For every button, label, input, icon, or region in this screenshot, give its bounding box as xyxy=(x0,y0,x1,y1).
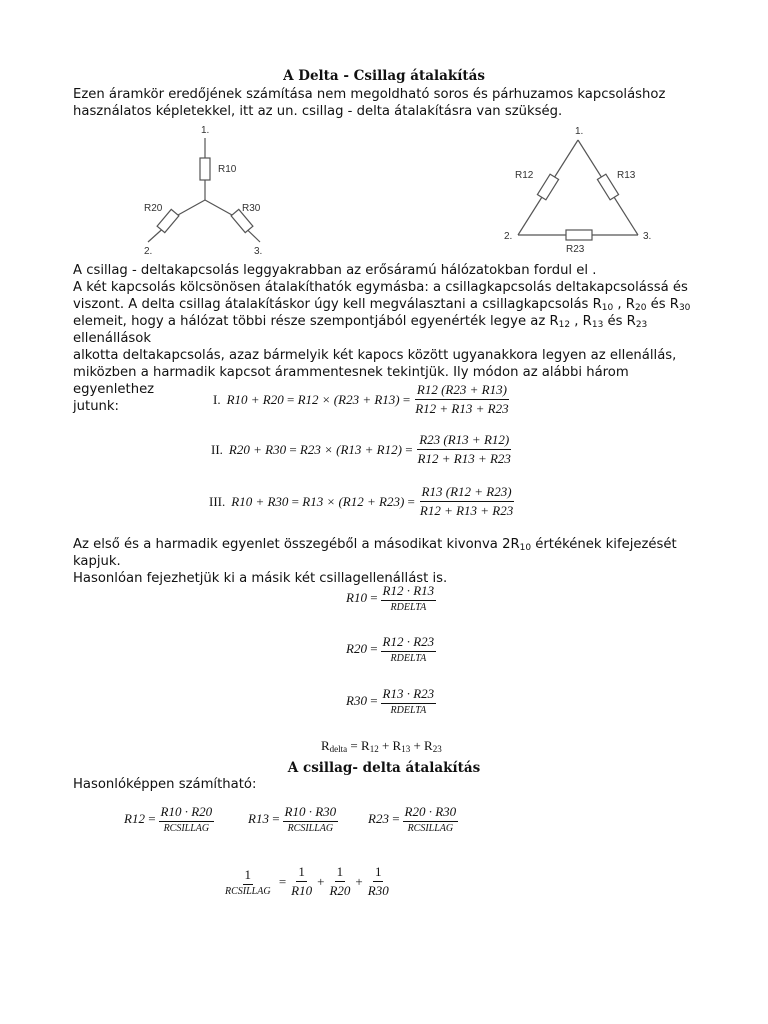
body-line-6: miközben a harmadik kapcsot árammentesnek tekintjük. Ily módon az alábbi három egyenlethez xyxy=(73,365,629,397)
delta-r12-label: R12 xyxy=(515,170,534,181)
delta-node-1: 1. xyxy=(575,126,584,137)
formula-r23: R23 = $\frac{R20 \cdot R30}{\text{RCSILLAG}}$ xyxy=(368,804,457,834)
star-r20-label: R20 xyxy=(144,203,163,214)
body-line-3: viszont. A delta csillag átalakításkor úgy kell megválasztani a csillagkapcsolás $R_{10}$ , $R_{20}$ és $R_{30}$ xyxy=(73,297,691,313)
body-line-5: alkotta deltakapcsolás, azaz bármelyik két kapocs között ugyanakkora legyen az ellenállás, xyxy=(73,348,677,363)
rdelta-sum: $R_{delta} = R_{12} + R_{13} + R_{23}$ xyxy=(321,738,442,754)
section2-title: A csillag- delta átalakítás xyxy=(287,760,481,776)
star-node-2: 2. xyxy=(144,246,153,257)
middle-line-1: Az első és a harmadik egyenlet összegéből a másodikat kivonva $2R_{10}$ értékének kifejezését kapjuk. xyxy=(73,537,677,569)
formula-r13: R13 = $\frac{R10 \cdot R30}{\text{RCSILLAG}}$ xyxy=(248,804,337,834)
delta-r23-label: R23 xyxy=(566,244,585,255)
delta-node-2: 2. xyxy=(504,231,513,242)
equation-1: I. R10 + R20 = R12 × (R23 + R13) = $\frac{R12 (R23 + R13)}{R12 + R13 + R23}$ xyxy=(213,382,509,416)
star-circuit-diagram xyxy=(118,120,318,260)
intro-line-1: Ezen áramkör eredőjének számítása nem megoldható soros és párhuzamos kapcsoláshoz xyxy=(73,87,666,102)
intro-paragraph xyxy=(73,86,693,120)
equation-2: II. R20 + R30 = R23 × (R13 + R12) = $\frac{R23 (R13 + R12)}{R12 + R13 + R23}$ xyxy=(211,432,511,466)
star-r10-label: R10 xyxy=(218,164,237,175)
delta-node-3: 3. xyxy=(643,231,652,242)
formula-r20: R20 = $\frac{R12 \cdot R23}{\text{RDELTA}}$ xyxy=(346,634,435,664)
intro-line-2: használatos képletekkel, itt az un. csillag - delta átalakításra van szükség. xyxy=(73,104,563,119)
formula-reciprocal: $\frac{1}{\text{RCSILLAG}}$ = $\frac{1}{R10}$ + $\frac{1}{R20}$ + $\frac{1}{R30}$ xyxy=(225,864,389,898)
page-title: A Delta - Csillag átalakítás xyxy=(283,68,485,84)
star-r30-label: R30 xyxy=(242,203,261,214)
delta-circuit-diagram xyxy=(500,120,680,260)
body-line-1: A csillag - deltakapcsolás leggyakrabban az erősáramú hálózatokban fordul el . xyxy=(73,263,597,278)
body-line-2: A két kapcsolás kölcsönösen átalakíthatók egymásba: a csillagkapcsolás deltakapcsolássá és xyxy=(73,280,688,295)
delta-r13-label: R13 xyxy=(617,170,636,181)
section2-intro: Hasonlóképpen számítható: xyxy=(73,777,257,792)
formula-r12: R12 = $\frac{R10 \cdot R20}{\text{RCSILLAG}}$ xyxy=(124,804,213,834)
formula-r30: R30 = $\frac{R13 \cdot R23}{\text{RDELTA}}$ xyxy=(346,686,435,716)
star-node-3: 3. xyxy=(254,246,263,257)
middle-paragraph xyxy=(73,536,723,587)
middle-line-2: Hasonlóan fejezhetjük ki a másik két csillagellenállást is. xyxy=(73,571,448,586)
body-line-7: jutunk: xyxy=(73,399,119,414)
star-node-1: 1. xyxy=(201,125,210,136)
formula-r10: R10 = $\frac{R12 \cdot R13}{\text{RDELTA}}$ xyxy=(346,583,435,613)
body-line-4: elemeit, hogy a hálózat többi része szempontjából egyenérték legye az $R_{12}$ , $R_{13}$ és $R_{23}$ ellenállások xyxy=(73,314,648,346)
equation-3: III. R10 + R30 = R13 × (R12 + R23) = $\frac{R13 (R12 + R23)}{R12 + R13 + R23}$ xyxy=(209,484,514,518)
